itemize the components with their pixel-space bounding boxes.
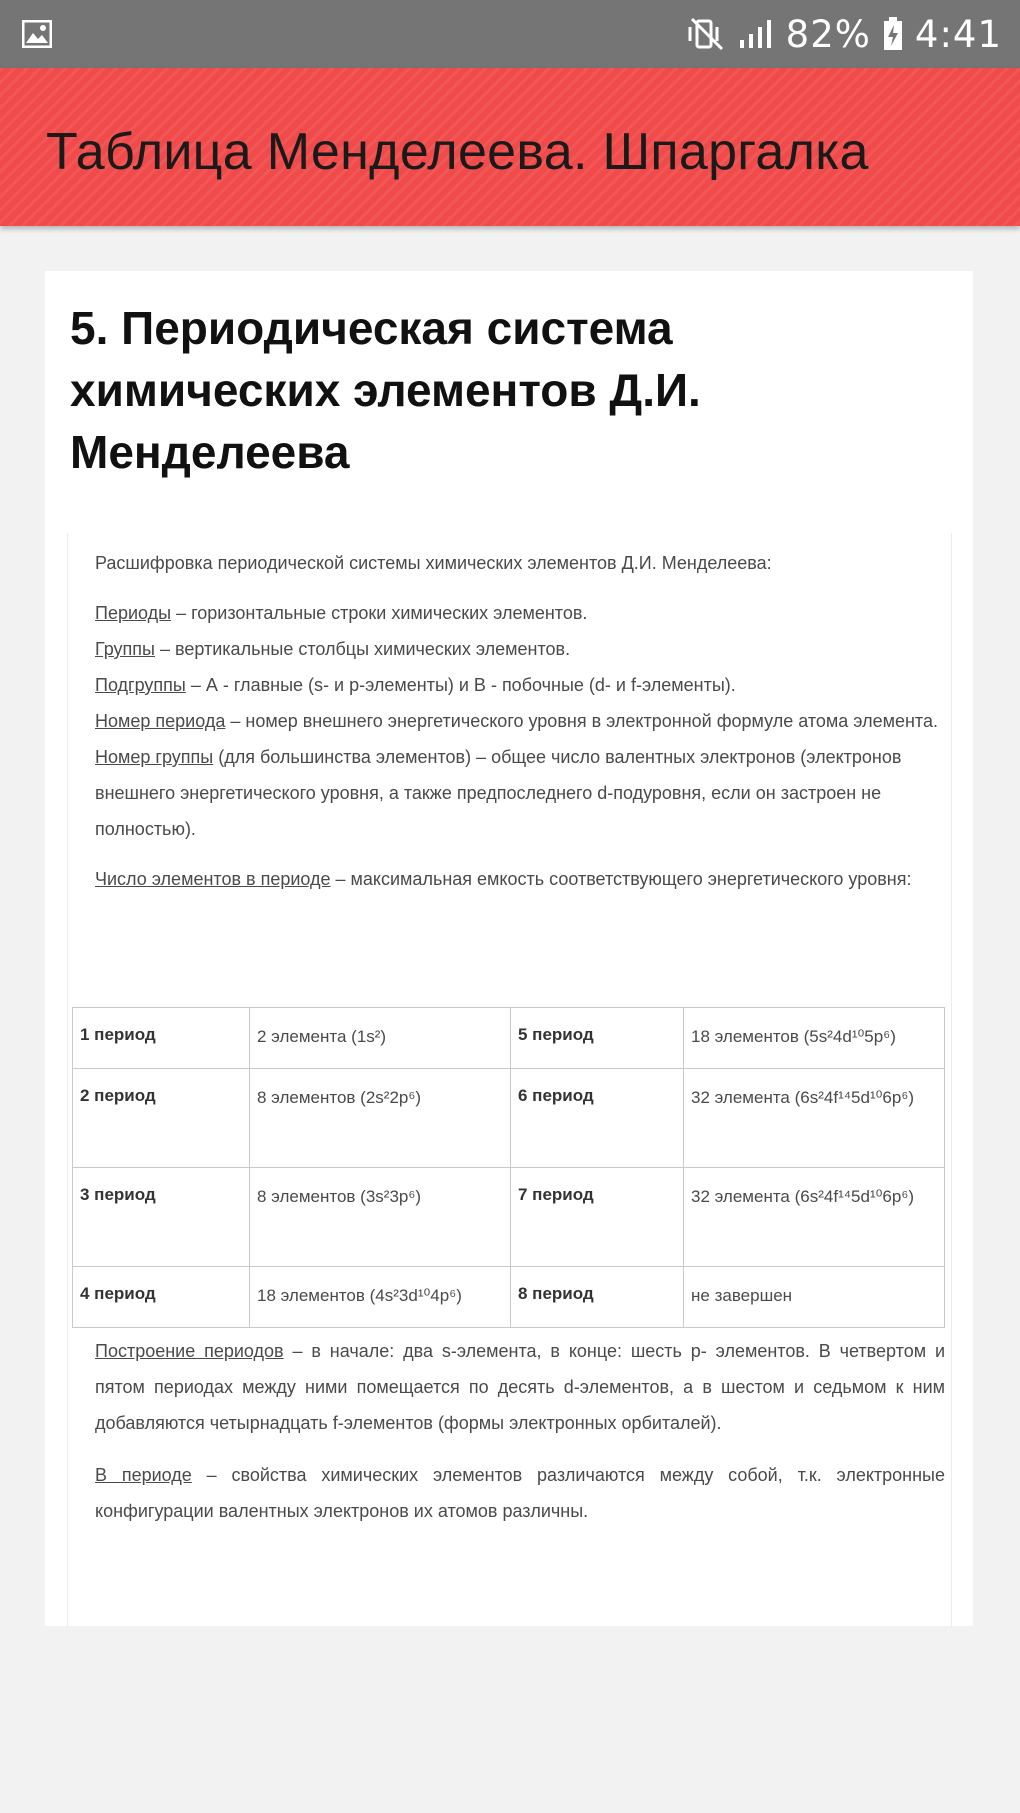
table-cell: 2 элемента (1s²) (250, 1008, 511, 1069)
definition-item (95, 703, 945, 739)
period-text: – свойства химических элементов различаются между собой, т.к. электронные конфигурации валентных электронов их атомов различны. (95, 1465, 945, 1521)
definition-item (95, 631, 945, 667)
table-cell: 1 период (73, 1008, 250, 1069)
table-row (73, 1008, 945, 1069)
table-cell: 8 элементов (3s²3p⁶) (250, 1168, 511, 1267)
table-row (73, 1168, 945, 1267)
table-cell: 8 период (511, 1267, 684, 1328)
table-cell: 6 период (511, 1069, 684, 1168)
table-cell: 8 элементов (2s²2p⁶) (250, 1069, 511, 1168)
build-term: Построение периодов (95, 1341, 284, 1361)
table-row (73, 1069, 945, 1168)
definition-item (95, 595, 945, 631)
definition-term: Группы (95, 639, 155, 659)
battery-charging-icon (883, 17, 903, 51)
build-text: – в начале: два s-элемента, в конце: шесть p- элементов. В четвертом и пятом периодах между ними помещается по десять d-элементов, а в шестом и седьмом к ним добавляются четырнадцать f-элементов (формы электронных орбиталей). (95, 1341, 946, 1433)
table-cell: 32 элемента (6s²4f¹⁴5d¹⁰6p⁶) (684, 1069, 945, 1168)
table-cell: 7 период (511, 1168, 684, 1267)
build-periods-paragraph (95, 1333, 945, 1441)
table-cell: 18 элементов (5s²4d¹⁰5p⁶) (684, 1008, 945, 1069)
table-row (73, 1267, 945, 1328)
definition-text: – А - главные (s- и p-элементы) и В - побочные (d- и f-элементы). (185, 675, 736, 695)
count-text: – максимальная емкость соответствующего энергетического уровня: (330, 869, 912, 889)
definition-term: Периоды (95, 603, 172, 623)
table-cell: 5 период (511, 1008, 684, 1069)
clock: 4:41 (914, 12, 1002, 56)
bottom-text-block (95, 1333, 945, 1545)
signal-icon (738, 18, 774, 50)
battery-percentage: 82% (785, 12, 871, 56)
vibrate-mute-icon (686, 17, 726, 51)
app-bar (0, 68, 1020, 226)
definition-item (95, 667, 945, 703)
table-cell: 32 элемента (6s²4f¹⁴5d¹⁰6p⁶) (684, 1168, 945, 1267)
definition-text: – номер внешнего энергетического уровня в электронной формуле атома элемента. (225, 711, 938, 731)
image-icon (22, 20, 52, 48)
app-title: Таблица Менделеева. Шпаргалка (46, 123, 869, 181)
table-cell: 4 период (73, 1267, 250, 1328)
table-cell: не завершен (684, 1267, 945, 1328)
status-bar (0, 0, 1020, 68)
table-cell: 3 период (73, 1168, 250, 1267)
table-cell: 18 элементов (4s²3d¹⁰4p⁶) (250, 1267, 511, 1328)
content-image (67, 533, 952, 1626)
definition-text: – горизонтальные строки химических элементов. (171, 603, 588, 623)
definition-item (95, 739, 945, 847)
table-cell: 2 период (73, 1069, 250, 1168)
definition-text: – вертикальные столбцы химических элементов. (154, 639, 571, 659)
definition-term: Номер группы (95, 747, 214, 767)
count-term: Число элементов в периоде (95, 869, 331, 889)
definition-term: Номер периода (95, 711, 226, 731)
intro-text: Расшифровка периодической системы химических элементов Д.И. Менделеева: (95, 553, 772, 573)
in-period-paragraph (95, 1457, 945, 1529)
periods-table (72, 1007, 945, 1328)
definition-text: (для большинства элементов) – общее число валентных электронов (электронов внешнего энергетического уровня, а также предпоследнего d-подуровня, если он застроен не полностью). (95, 747, 902, 839)
definitions-block (95, 545, 945, 897)
definition-term: Подгруппы (95, 675, 186, 695)
period-term: В периоде (95, 1465, 192, 1485)
content-card (45, 271, 973, 1626)
section-heading: 5. Периодическая система химических элементов Д.И. Менделеева (70, 302, 701, 478)
count-definition (95, 861, 945, 897)
